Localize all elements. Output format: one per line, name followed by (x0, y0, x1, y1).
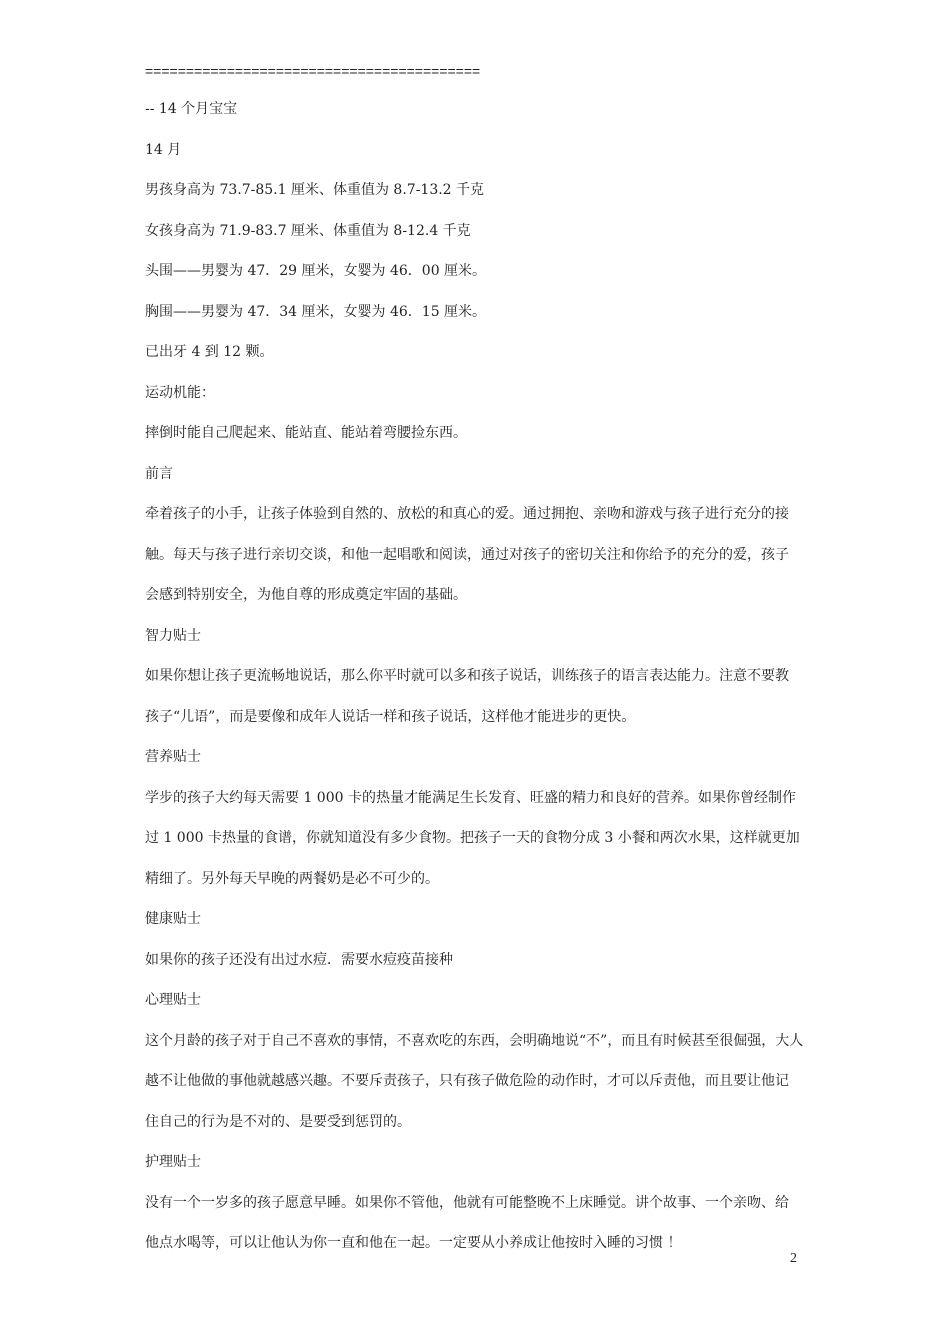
teeth-count: 已出牙 4 到 12 颗。 (145, 344, 274, 360)
nutrition-line-3: 精细了。另外每天早晚的两餐奶是必不可少的。 (145, 871, 439, 887)
preface-line-2: 触。每天与孩子进行亲切交谈，和他一起唱歌和阅读，通过对孩子的密切关注和你给予的充分的爱，孩子 (145, 547, 789, 563)
section-health-tips: 健康贴士 (145, 911, 201, 927)
heading-14-months-baby: -- 14 个月宝宝 (145, 101, 238, 117)
section-nutrition-tips: 营养贴士 (145, 749, 201, 765)
preface-line-1: 牵着孩子的小手，让孩子体验到自然的、放松的和真心的爱。通过拥抱、亲吻和游戏与孩子进行充分的接 (145, 506, 789, 522)
girl-height-weight: 女孩身高为 71.9-83.7 厘米、体重值为 8-12.4 千克 (145, 223, 471, 239)
health-line-1: 如果你的孩子还没有出过水痘．需要水痘疫苗接种 (145, 952, 453, 968)
psychology-line-1: 这个月龄的孩子对于自己不喜欢的事情，不喜欢吃的东西，会明确地说“不”，而且有时候甚至很倔强，大人 (145, 1033, 804, 1049)
psychology-line-3: 住自己的行为是不对的、是要受到惩罚的。 (145, 1114, 411, 1130)
care-line-2: 他点水喝等，可以让他认为你一直和他在一起。一定要从小养成让他按时入睡的习惯 ！ (145, 1235, 682, 1251)
preface-line-3: 会感到特别安全，为他自尊的形成奠定牢固的基础。 (145, 587, 467, 603)
nutrition-line-2: 过 1 000 卡热量的食谱，你就知道没有多少食物。把孩子一天的食物分成 3 小餐和两次水果，这样就更加 (145, 830, 800, 846)
intelligence-line-2: 孩子“儿语”，而是要像和成年人说话一样和孩子说话，这样他才能进步的更快。 (145, 709, 636, 725)
heading-14-months: 14 月 (145, 142, 182, 158)
care-line-1: 没有一个一岁多的孩子愿意早睡。如果你不管他，他就有可能整晚不上床睡觉。讲个故事、一个亲吻、给 (145, 1195, 789, 1211)
separator-rule: ========================================= (145, 63, 481, 79)
section-psychology-tips: 心理贴士 (145, 992, 201, 1008)
page-number: 2 (790, 1251, 797, 1266)
boy-height-weight: 男孩身高为 73.7-85.1 厘米、体重值为 8.7-13.2 千克 (145, 182, 485, 198)
chest-circumference: 胸围——男婴为 47．34 厘米，女婴为 46．15 厘米。 (145, 304, 487, 320)
intelligence-line-1: 如果你想让孩子更流畅地说话，那么你平时就可以多和孩子说话，训练孩子的语言表达能力。注意不要教 (145, 668, 789, 684)
nutrition-line-1: 学步的孩子大约每天需要 1 000 卡的热量才能满足生长发育、旺盛的精力和良好的营养。如果你曾经制作 (145, 790, 796, 806)
section-intelligence-tips: 智力贴士 (145, 628, 201, 644)
psychology-line-2: 越不让他做的事他就越感兴趣。不要斥责孩子，只有孩子做危险的动作时，才可以斥责他，而且要让他记 (145, 1073, 789, 1089)
motor-skills-text: 摔倒时能自己爬起来、能站直、能站着弯腰捡东西。 (145, 425, 467, 441)
section-preface: 前言 (145, 466, 173, 482)
section-care-tips: 护理贴士 (145, 1154, 201, 1170)
section-motor-skills: 运动机能： (145, 385, 215, 401)
head-circumference: 头围——男婴为 47．29 厘米，女婴为 46．00 厘米。 (145, 263, 487, 279)
